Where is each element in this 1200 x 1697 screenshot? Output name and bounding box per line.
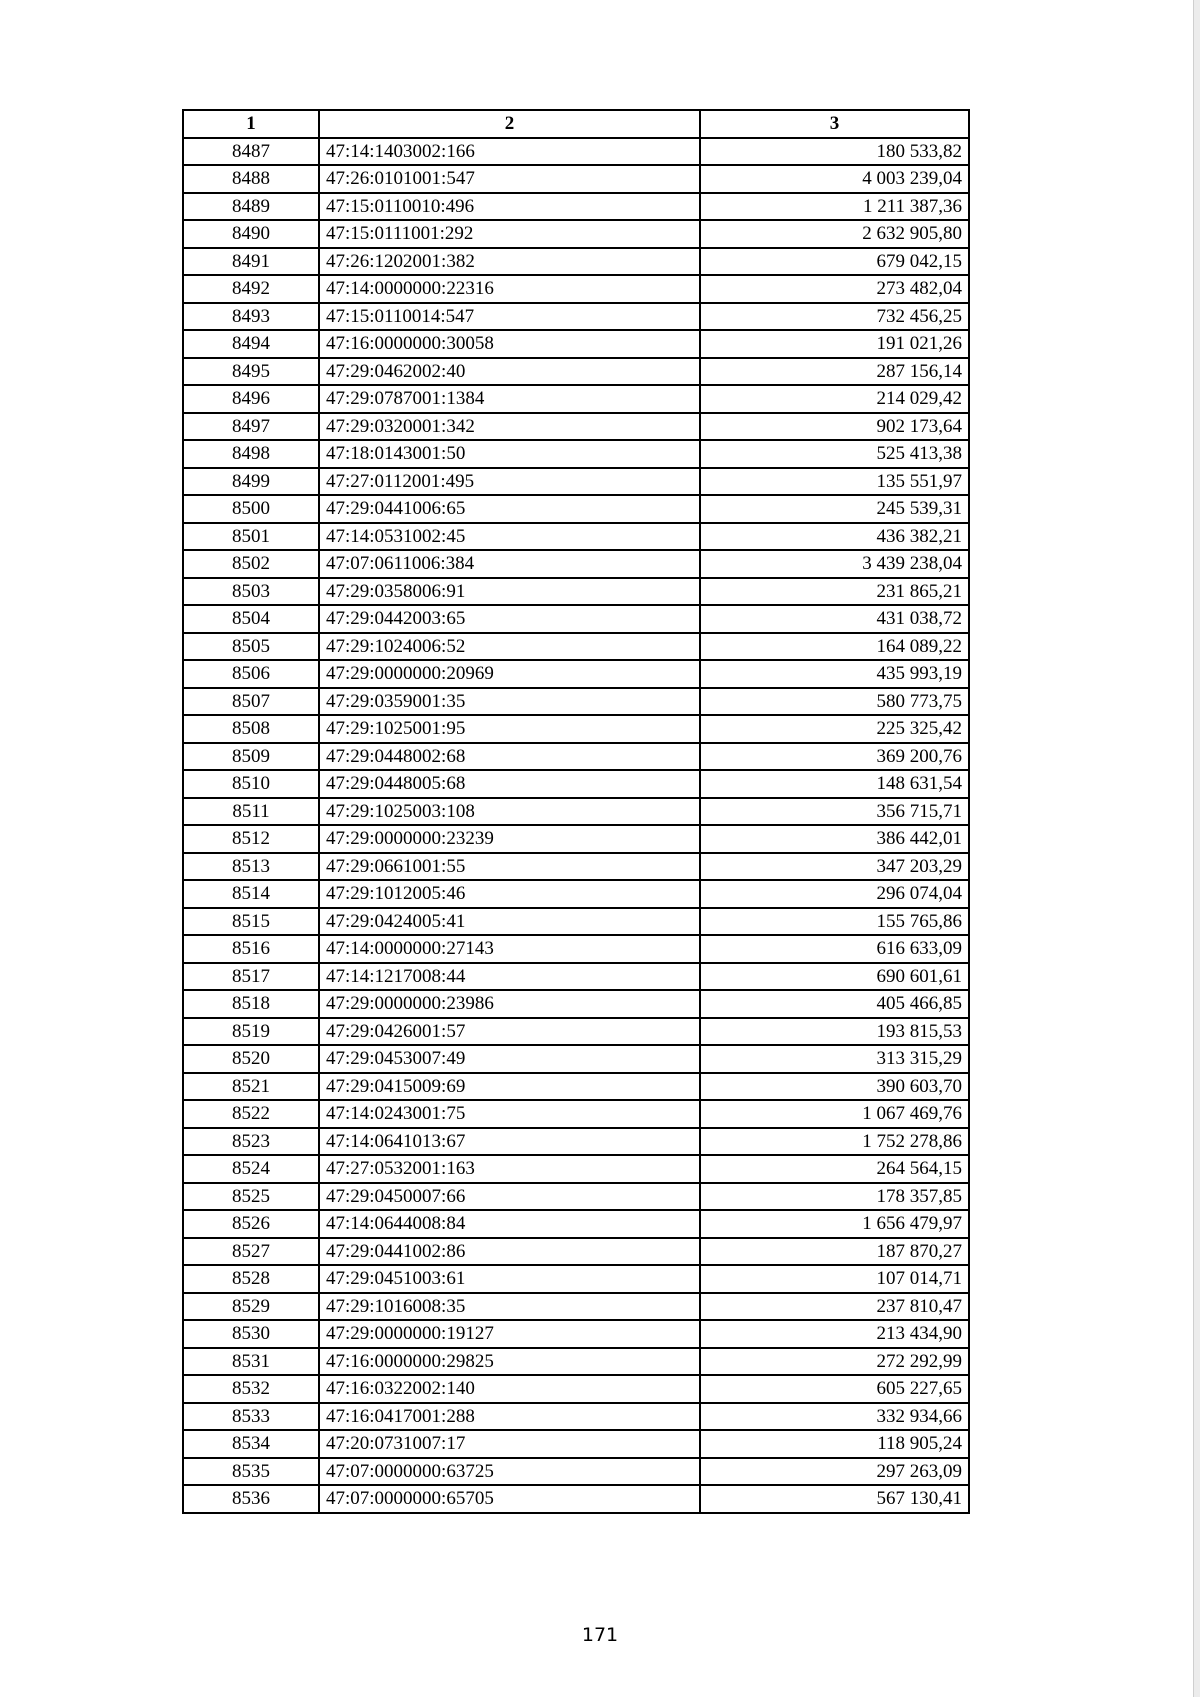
- row-number-cell: 8536: [183, 1485, 319, 1513]
- value-cell: 155 765,86: [700, 908, 969, 936]
- value-cell: 193 815,53: [700, 1018, 969, 1046]
- row-number-cell: 8489: [183, 193, 319, 221]
- value-cell: 237 810,47: [700, 1293, 969, 1321]
- table-row: [183, 248, 969, 276]
- table-row: [183, 633, 969, 661]
- value-cell: 297 263,09: [700, 1458, 969, 1486]
- row-number-cell: 8528: [183, 1265, 319, 1293]
- value-cell: 1 211 387,36: [700, 193, 969, 221]
- row-number-cell: 8516: [183, 935, 319, 963]
- row-number-cell: 8510: [183, 770, 319, 798]
- table-row: [183, 1430, 969, 1458]
- row-number-cell: 8491: [183, 248, 319, 276]
- row-number-cell: 8519: [183, 1018, 319, 1046]
- value-cell: 245 539,31: [700, 495, 969, 523]
- value-cell: 107 014,71: [700, 1265, 969, 1293]
- row-number-cell: 8487: [183, 138, 319, 166]
- row-number-cell: 8505: [183, 633, 319, 661]
- value-cell: 213 434,90: [700, 1320, 969, 1348]
- value-cell: 369 200,76: [700, 743, 969, 771]
- cadastral-number-cell: 47:29:1025003:108: [319, 798, 700, 826]
- table-row: [183, 770, 969, 798]
- value-cell: 287 156,14: [700, 358, 969, 386]
- table-row: [183, 193, 969, 221]
- cadastral-number-cell: 47:29:0462002:40: [319, 358, 700, 386]
- cadastral-number-cell: 47:14:0644008:84: [319, 1210, 700, 1238]
- cadastral-number-cell: 47:16:0417001:288: [319, 1403, 700, 1431]
- table-row: [183, 605, 969, 633]
- cadastral-number-cell: 47:29:0441002:86: [319, 1238, 700, 1266]
- row-number-cell: 8503: [183, 578, 319, 606]
- value-cell: 431 038,72: [700, 605, 969, 633]
- table-row: [183, 440, 969, 468]
- value-cell: 332 934,66: [700, 1403, 969, 1431]
- value-cell: 732 456,25: [700, 303, 969, 331]
- row-number-cell: 8514: [183, 880, 319, 908]
- value-cell: 178 357,85: [700, 1183, 969, 1211]
- cadastral-number-cell: 47:29:1024006:52: [319, 633, 700, 661]
- column-header-1: 1: [183, 110, 319, 138]
- cadastral-number-cell: 47:29:0358006:91: [319, 578, 700, 606]
- cadastral-number-cell: 47:29:0000000:23986: [319, 990, 700, 1018]
- row-number-cell: 8501: [183, 523, 319, 551]
- row-number-cell: 8504: [183, 605, 319, 633]
- cadastral-number-cell: 47:29:0448005:68: [319, 770, 700, 798]
- cadastral-number-cell: 47:29:0448002:68: [319, 743, 700, 771]
- row-number-cell: 8502: [183, 550, 319, 578]
- table-row: [183, 413, 969, 441]
- value-cell: 180 533,82: [700, 138, 969, 166]
- table-row: [183, 1348, 969, 1376]
- row-number-cell: 8493: [183, 303, 319, 331]
- table-row: [183, 825, 969, 853]
- cadastral-number-cell: 47:14:0243001:75: [319, 1100, 700, 1128]
- table-row: [183, 1265, 969, 1293]
- cadastral-number-cell: 47:29:0000000:19127: [319, 1320, 700, 1348]
- row-number-cell: 8517: [183, 963, 319, 991]
- table-row: [183, 1293, 969, 1321]
- table-row: [183, 523, 969, 551]
- value-cell: 3 439 238,04: [700, 550, 969, 578]
- table-row: [183, 743, 969, 771]
- table-row: [183, 1155, 969, 1183]
- cadastral-number-cell: 47:07:0611006:384: [319, 550, 700, 578]
- row-number-cell: 8495: [183, 358, 319, 386]
- value-cell: 405 466,85: [700, 990, 969, 1018]
- table-row: [183, 220, 969, 248]
- value-cell: 118 905,24: [700, 1430, 969, 1458]
- table-row: [183, 908, 969, 936]
- page-number: 171: [581, 1624, 619, 1646]
- value-cell: 1 752 278,86: [700, 1128, 969, 1156]
- table-row: [183, 385, 969, 413]
- row-number-cell: 8497: [183, 413, 319, 441]
- row-number-cell: 8520: [183, 1045, 319, 1073]
- table-row: [183, 1238, 969, 1266]
- value-cell: 386 442,01: [700, 825, 969, 853]
- cadastral-number-cell: 47:15:0110014:547: [319, 303, 700, 331]
- cadastral-number-cell: 47:14:0000000:27143: [319, 935, 700, 963]
- cadastral-number-cell: 47:29:0450007:66: [319, 1183, 700, 1211]
- header-row: [183, 110, 969, 138]
- cadastral-number-cell: 47:14:1403002:166: [319, 138, 700, 166]
- table-row: [183, 1485, 969, 1513]
- cadastral-number-cell: 47:29:0426001:57: [319, 1018, 700, 1046]
- column-header-2: 2: [319, 110, 700, 138]
- table-row: [183, 880, 969, 908]
- row-number-cell: 8513: [183, 853, 319, 881]
- cadastral-number-cell: 47:16:0322002:140: [319, 1375, 700, 1403]
- value-cell: 2 632 905,80: [700, 220, 969, 248]
- cadastral-number-cell: 47:29:1016008:35: [319, 1293, 700, 1321]
- table-row: [183, 1320, 969, 1348]
- value-cell: 191 021,26: [700, 330, 969, 358]
- cadastral-number-cell: 47:16:0000000:30058: [319, 330, 700, 358]
- row-number-cell: 8533: [183, 1403, 319, 1431]
- value-cell: 4 003 239,04: [700, 165, 969, 193]
- value-cell: 435 993,19: [700, 660, 969, 688]
- row-number-cell: 8512: [183, 825, 319, 853]
- cadastral-number-cell: 47:29:0000000:20969: [319, 660, 700, 688]
- value-cell: 605 227,65: [700, 1375, 969, 1403]
- value-cell: 567 130,41: [700, 1485, 969, 1513]
- cadastral-number-cell: 47:29:1025001:95: [319, 715, 700, 743]
- table-row: [183, 1375, 969, 1403]
- row-number-cell: 8525: [183, 1183, 319, 1211]
- row-number-cell: 8515: [183, 908, 319, 936]
- row-number-cell: 8527: [183, 1238, 319, 1266]
- value-cell: 616 633,09: [700, 935, 969, 963]
- column-header-3: 3: [700, 110, 969, 138]
- row-number-cell: 8499: [183, 468, 319, 496]
- cadastral-number-cell: 47:15:0111001:292: [319, 220, 700, 248]
- row-number-cell: 8509: [183, 743, 319, 771]
- value-cell: 264 564,15: [700, 1155, 969, 1183]
- row-number-cell: 8508: [183, 715, 319, 743]
- cadastral-number-cell: 47:14:0000000:22316: [319, 275, 700, 303]
- cadastral-number-cell: 47:07:0000000:65705: [319, 1485, 700, 1513]
- table-row: [183, 1458, 969, 1486]
- row-number-cell: 8511: [183, 798, 319, 826]
- row-number-cell: 8522: [183, 1100, 319, 1128]
- table-row: [183, 1100, 969, 1128]
- value-cell: 347 203,29: [700, 853, 969, 881]
- row-number-cell: 8532: [183, 1375, 319, 1403]
- page-edge: [1193, 0, 1200, 1697]
- cadastral-number-cell: 47:29:0415009:69: [319, 1073, 700, 1101]
- cadastral-number-cell: 47:26:0101001:547: [319, 165, 700, 193]
- cadastral-number-cell: 47:26:1202001:382: [319, 248, 700, 276]
- cadastral-number-cell: 47:07:0000000:63725: [319, 1458, 700, 1486]
- table-row: [183, 1045, 969, 1073]
- cadastral-number-cell: 47:27:0112001:495: [319, 468, 700, 496]
- cadastral-number-cell: 47:14:1217008:44: [319, 963, 700, 991]
- table-row: [183, 1210, 969, 1238]
- table-row: [183, 798, 969, 826]
- value-cell: 902 173,64: [700, 413, 969, 441]
- table-row: [183, 275, 969, 303]
- value-cell: 148 631,54: [700, 770, 969, 798]
- row-number-cell: 8530: [183, 1320, 319, 1348]
- cadastral-number-cell: 47:29:0441006:65: [319, 495, 700, 523]
- table-row: [183, 358, 969, 386]
- table-row: [183, 935, 969, 963]
- row-number-cell: 8535: [183, 1458, 319, 1486]
- row-number-cell: 8506: [183, 660, 319, 688]
- row-number-cell: 8521: [183, 1073, 319, 1101]
- cadastral-number-cell: 47:29:0359001:35: [319, 688, 700, 716]
- value-cell: 436 382,21: [700, 523, 969, 551]
- value-cell: 679 042,15: [700, 248, 969, 276]
- table-row: [183, 688, 969, 716]
- registry-table: [182, 109, 970, 1514]
- value-cell: 1 656 479,97: [700, 1210, 969, 1238]
- table-row: [183, 1073, 969, 1101]
- cadastral-number-cell: 47:20:0731007:17: [319, 1430, 700, 1458]
- table-row: [183, 1018, 969, 1046]
- row-number-cell: 8526: [183, 1210, 319, 1238]
- row-number-cell: 8534: [183, 1430, 319, 1458]
- value-cell: 231 865,21: [700, 578, 969, 606]
- value-cell: 164 089,22: [700, 633, 969, 661]
- table-row: [183, 990, 969, 1018]
- value-cell: 225 325,42: [700, 715, 969, 743]
- cadastral-number-cell: 47:29:0453007:49: [319, 1045, 700, 1073]
- value-cell: 214 029,42: [700, 385, 969, 413]
- cadastral-number-cell: 47:14:0531002:45: [319, 523, 700, 551]
- table-body: [183, 138, 969, 1513]
- table-row: [183, 715, 969, 743]
- table-row: [183, 963, 969, 991]
- table-row: [183, 468, 969, 496]
- row-number-cell: 8507: [183, 688, 319, 716]
- value-cell: 690 601,61: [700, 963, 969, 991]
- value-cell: 296 074,04: [700, 880, 969, 908]
- table-row: [183, 303, 969, 331]
- table-row: [183, 1128, 969, 1156]
- row-number-cell: 8498: [183, 440, 319, 468]
- value-cell: 1 067 469,76: [700, 1100, 969, 1128]
- cadastral-number-cell: 47:29:0451003:61: [319, 1265, 700, 1293]
- value-cell: 356 715,71: [700, 798, 969, 826]
- cadastral-number-cell: 47:16:0000000:29825: [319, 1348, 700, 1376]
- value-cell: 390 603,70: [700, 1073, 969, 1101]
- row-number-cell: 8488: [183, 165, 319, 193]
- row-number-cell: 8492: [183, 275, 319, 303]
- value-cell: 272 292,99: [700, 1348, 969, 1376]
- cadastral-number-cell: 47:29:0424005:41: [319, 908, 700, 936]
- row-number-cell: 8531: [183, 1348, 319, 1376]
- row-number-cell: 8496: [183, 385, 319, 413]
- table-row: [183, 550, 969, 578]
- cadastral-number-cell: 47:29:0000000:23239: [319, 825, 700, 853]
- table-row: [183, 165, 969, 193]
- row-number-cell: 8500: [183, 495, 319, 523]
- row-number-cell: 8518: [183, 990, 319, 1018]
- table-row: [183, 578, 969, 606]
- value-cell: 580 773,75: [700, 688, 969, 716]
- cadastral-number-cell: 47:29:0320001:342: [319, 413, 700, 441]
- row-number-cell: 8494: [183, 330, 319, 358]
- cadastral-number-cell: 47:29:0787001:1384: [319, 385, 700, 413]
- cadastral-number-cell: 47:29:0442003:65: [319, 605, 700, 633]
- value-cell: 273 482,04: [700, 275, 969, 303]
- row-number-cell: 8490: [183, 220, 319, 248]
- cadastral-number-cell: 47:18:0143001:50: [319, 440, 700, 468]
- table-row: [183, 1403, 969, 1431]
- cadastral-number-cell: 47:27:0532001:163: [319, 1155, 700, 1183]
- row-number-cell: 8529: [183, 1293, 319, 1321]
- table-row: [183, 495, 969, 523]
- value-cell: 135 551,97: [700, 468, 969, 496]
- table-row: [183, 1183, 969, 1211]
- cadastral-number-cell: 47:15:0110010:496: [319, 193, 700, 221]
- cadastral-number-cell: 47:14:0641013:67: [319, 1128, 700, 1156]
- table-row: [183, 660, 969, 688]
- table-row: [183, 138, 969, 166]
- cadastral-number-cell: 47:29:1012005:46: [319, 880, 700, 908]
- value-cell: 525 413,38: [700, 440, 969, 468]
- value-cell: 187 870,27: [700, 1238, 969, 1266]
- value-cell: 313 315,29: [700, 1045, 969, 1073]
- cadastral-number-cell: 47:29:0661001:55: [319, 853, 700, 881]
- row-number-cell: 8524: [183, 1155, 319, 1183]
- table-row: [183, 330, 969, 358]
- table-row: [183, 853, 969, 881]
- row-number-cell: 8523: [183, 1128, 319, 1156]
